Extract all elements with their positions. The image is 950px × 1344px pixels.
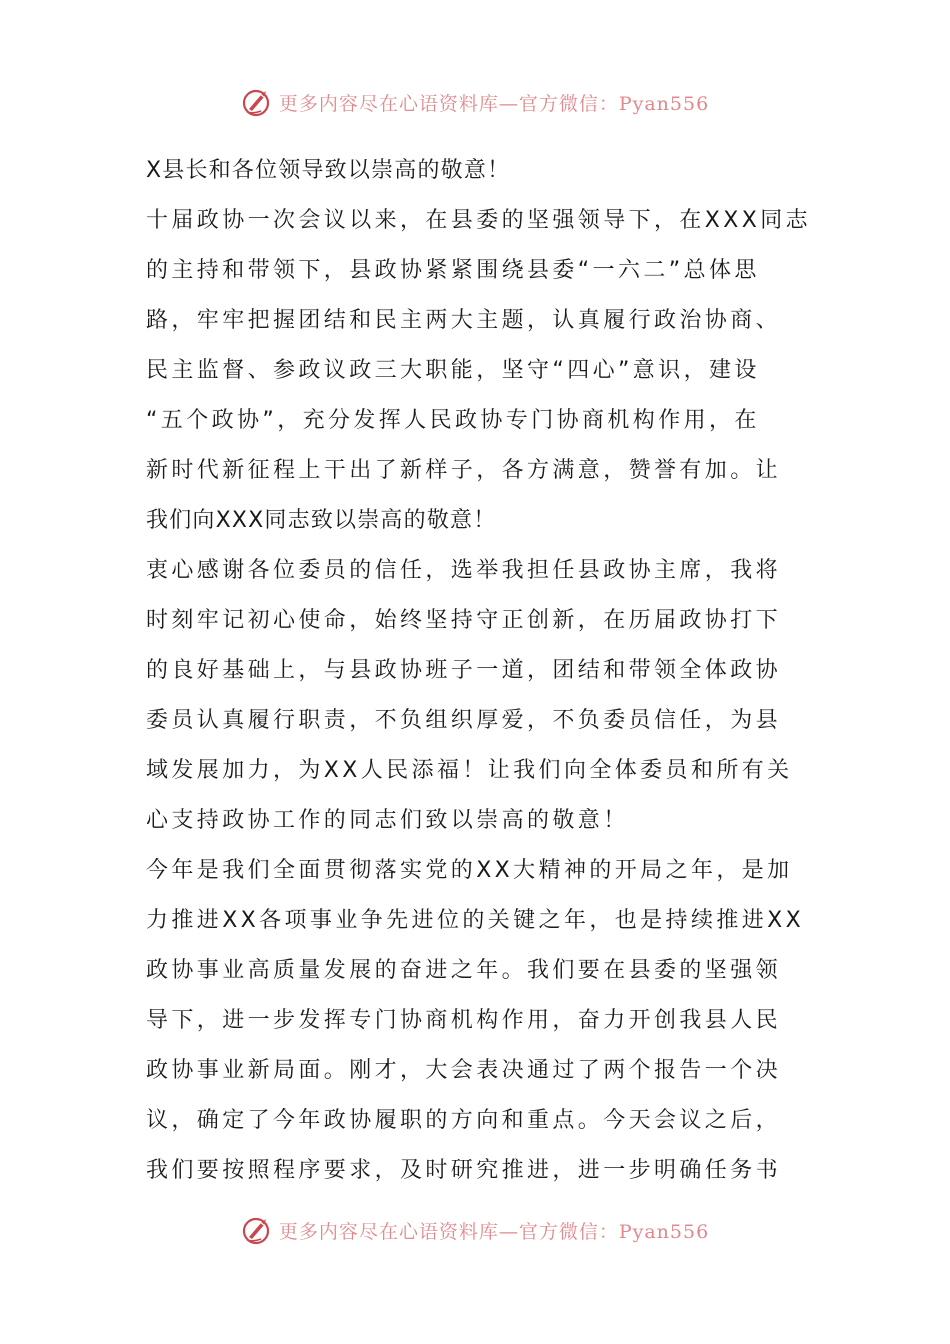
text-line: 我们向XXX同志致以崇高的敬意！ (146, 508, 497, 533)
text-line: 民主监督、参政议政三大职能，坚守“四心”意识，建设 (146, 358, 760, 383)
text-line: 的主持和带领下，县政协紧紧围绕县委“一六二”总体思 (146, 258, 760, 283)
text-line: 导下，进一步发挥专门协商机构作用，奋力开创我县人民 (146, 1008, 782, 1033)
text-line: 议，确定了今年政协履职的方向和重点。今天会议之后， (146, 1108, 782, 1133)
text-line: 域发展加力，为XX人民添福！让我们向全体委员和所有关 (146, 758, 793, 783)
text-line: 力推进XX各项事业争先进位的关键之年，也是持续推进XX (146, 908, 805, 933)
text-line: 我们要按照程序要求，及时研究推进，进一步明确任务书 (146, 1158, 782, 1183)
text-line: 新时代新征程上干出了新样子，各方满意，赞誉有加。让 (146, 458, 782, 483)
footer-watermark (0, 1210, 950, 1250)
pen-nib-circle-icon (241, 1213, 275, 1247)
text-line: 十届政协一次会议以来，在县委的坚强领导下，在XXX同志 (146, 208, 812, 233)
header-watermark (0, 82, 950, 122)
document-body (146, 146, 812, 1196)
watermark-text: 更多内容尽在心语资料库—官方微信：Pyan556 (278, 1220, 710, 1243)
text-line: 路，牢牢把握团结和民主两大主题，认真履行政治协商、 (146, 308, 782, 333)
text-line: 政协事业新局面。刚才，大会表决通过了两个报告一个决 (146, 1058, 782, 1083)
text-line: 衷心感谢各位委员的信任，选举我担任县政协主席，我将 (146, 558, 782, 583)
text-line: X县长和各位领导致以崇高的敬意！ (146, 158, 511, 183)
text-line: “五个政协”，充分发挥人民政协专门协商机构作用，在 (146, 408, 760, 433)
text-line: 心支持政协工作的同志们致以崇高的敬意！ (146, 808, 629, 833)
text-line: 委员认真履行职责，不负组织厚爱，不负委员信任，为县 (146, 708, 782, 733)
text-line: 时刻牢记初心使命，始终坚持守正创新，在历届政协打下 (146, 608, 782, 633)
text-line: 政协事业高质量发展的奋进之年。我们要在县委的坚强领 (146, 958, 782, 983)
pen-nib-circle-icon (241, 85, 275, 119)
text-line: 今年是我们全面贯彻落实党的XX大精神的开局之年，是加 (146, 858, 793, 883)
watermark-text: 更多内容尽在心语资料库—官方微信：Pyan556 (278, 92, 710, 115)
text-line: 的良好基础上，与县政协班子一道，团结和带领全体政协 (146, 658, 782, 683)
